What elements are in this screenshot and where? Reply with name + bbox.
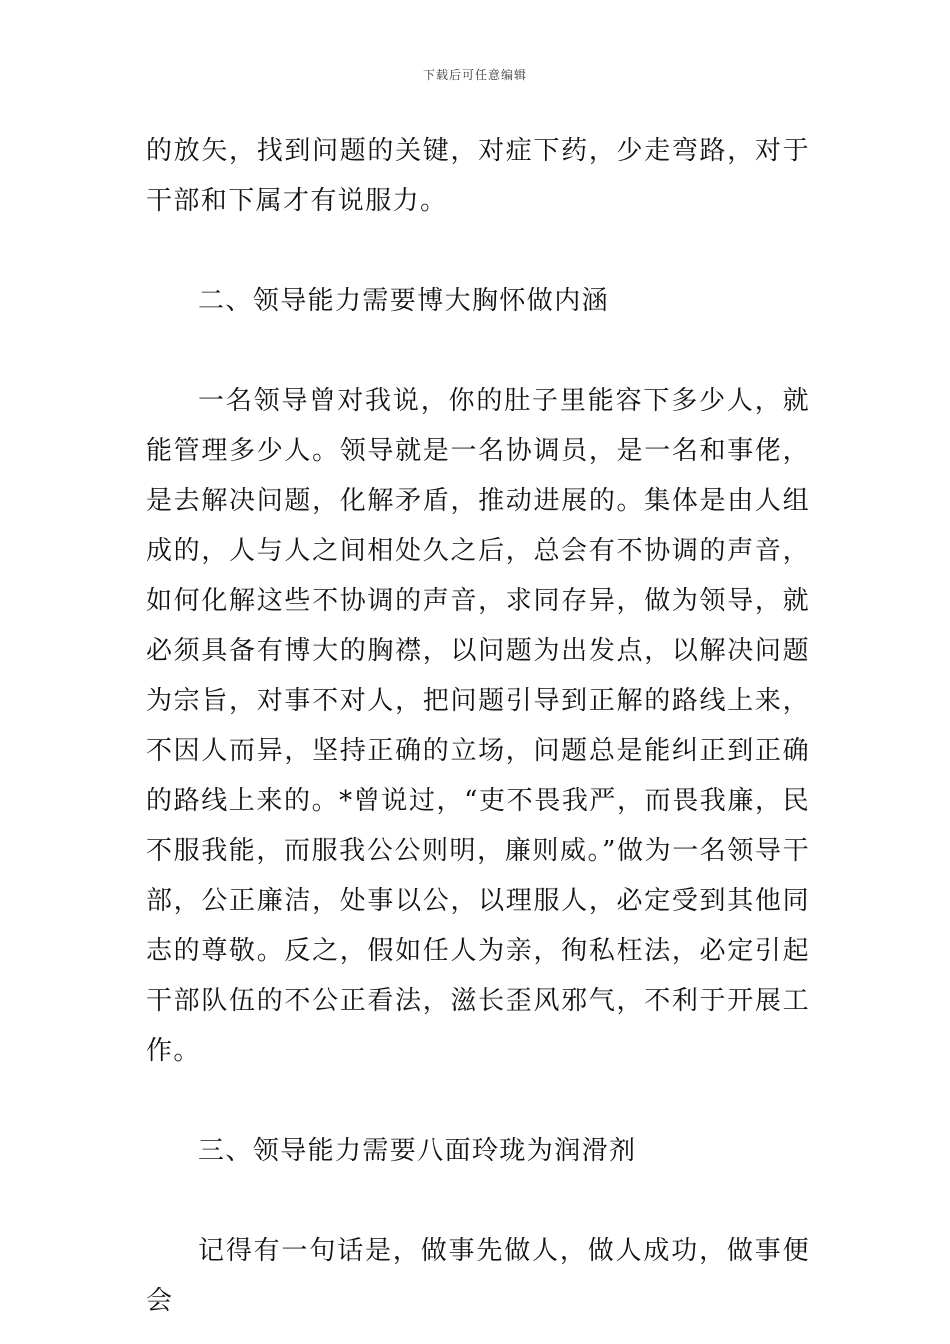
section-heading-2: 二、领导能力需要博大胸怀做内涵: [198, 286, 610, 316]
paragraph-continuation: 的放矢，找到问题的关键，对症下药，少走弯路，对于干部和下属才有说服力。: [146, 136, 810, 216]
paragraph-gap: [146, 1176, 810, 1226]
paragraph-leadership-tolerance: 一名领导曾对我说，你的肚子里能容下多少人，就能管理多少人。领导就是一名协调员，是一名和事佬，是去解决问题，化解矛盾，推动进展的。集体是由人组成的，人与人之间相处久之后，总会有不协调的声音，如何化解这些不协调的声音，求同存异，做为领导，就必须具备有博大的胸襟，以问题为出发点，以解决问题为宗旨，对事不对人，把问题引导到正解的路线上来，不因人而异，坚持正确的立场，问题总是能纠正到正确的路线上来的。*曾说过，“吏不畏我严，而畏我廉，民不服我能，而服我公公则明，廉则威。”做为一名领导干部，公正廉洁，处事以公，以理服人，必定受到其他同志的尊敬。反之，假如任人为亲，徇私枉法，必定引起干部队伍的不公正看法，滋长歪风邪气，不利于开展工作。: [146, 386, 810, 1066]
page-header: 下载后可任意编辑: [422, 68, 527, 82]
paragraph-gap: [146, 1076, 810, 1126]
section-heading-3: 三、领导能力需要八面玲珑为润滑剂: [198, 1136, 637, 1166]
paragraph-gap: [146, 226, 810, 276]
document-body: [146, 126, 810, 1326]
paragraph-be-a-person-first: 记得有一句话是，做事先做人，做人成功，做事便会: [146, 1236, 810, 1316]
paragraph-gap: [146, 326, 810, 376]
